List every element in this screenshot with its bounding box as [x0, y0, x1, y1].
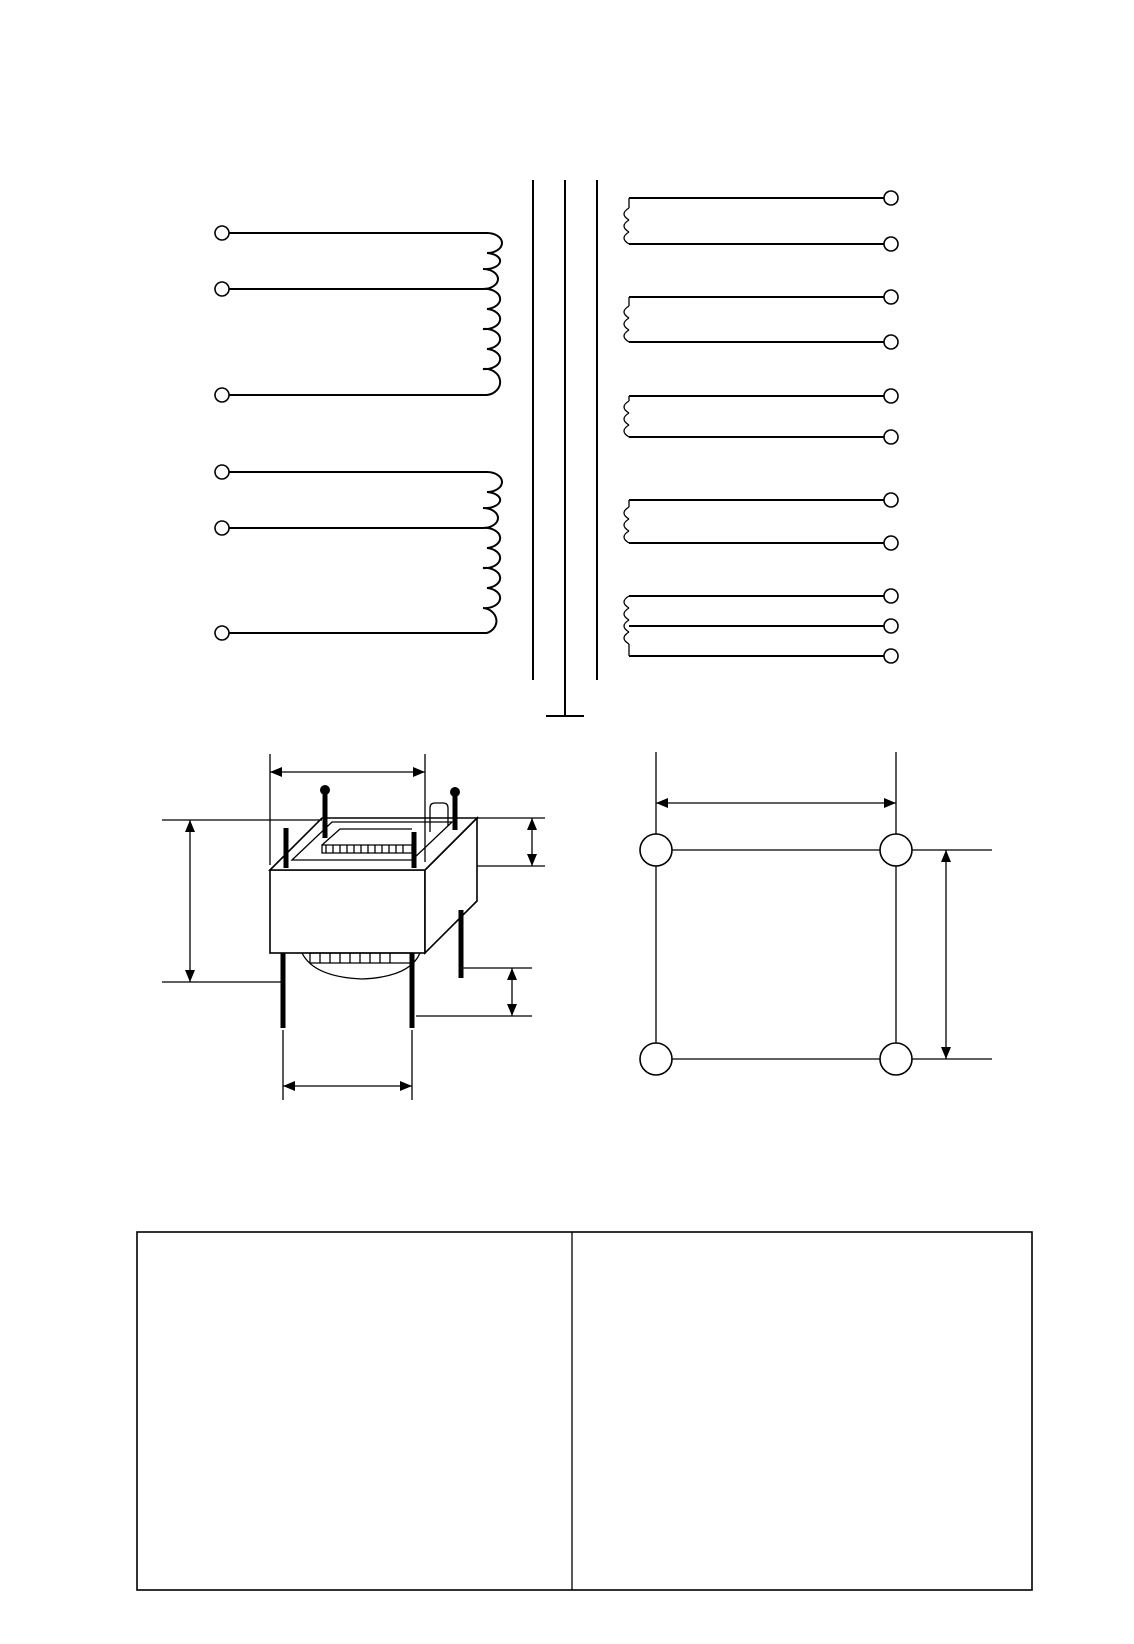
secondary-winding-grey — [624, 389, 898, 444]
ground-symbol — [546, 680, 584, 716]
mounting-hole-top-right — [880, 834, 912, 866]
plate-winding — [624, 589, 898, 663]
transformer-isometric-view — [270, 785, 477, 1028]
primary-winding-1 — [215, 226, 502, 402]
terminal-big-red-1 — [215, 388, 229, 402]
primary-winding-2 — [215, 465, 502, 640]
mounting-hole-pattern — [640, 752, 992, 1075]
terminal-white-1 — [215, 282, 229, 296]
mounting-hole-top-left — [640, 834, 672, 866]
secondary-winding-yellow — [624, 493, 898, 550]
dimension-leg-height — [416, 968, 532, 1016]
terminal-brown-2 — [215, 465, 229, 479]
primary-coil-1 — [483, 233, 502, 395]
terminal-big-red-2 — [215, 626, 229, 640]
transformer-core — [533, 180, 597, 680]
primary-coil-2 — [483, 472, 502, 633]
terminal-white-2 — [215, 521, 229, 535]
secondary-winding-green — [624, 191, 898, 251]
secondary-winding-blue — [624, 290, 898, 349]
dimension-depth — [477, 818, 545, 866]
terminal-brown-1 — [215, 226, 229, 240]
dimension-leg-span — [283, 1030, 412, 1100]
mounting-hole-bottom-left — [640, 1043, 672, 1075]
spec-table — [137, 1232, 1032, 1590]
mounting-hole-bottom-right — [880, 1043, 912, 1075]
